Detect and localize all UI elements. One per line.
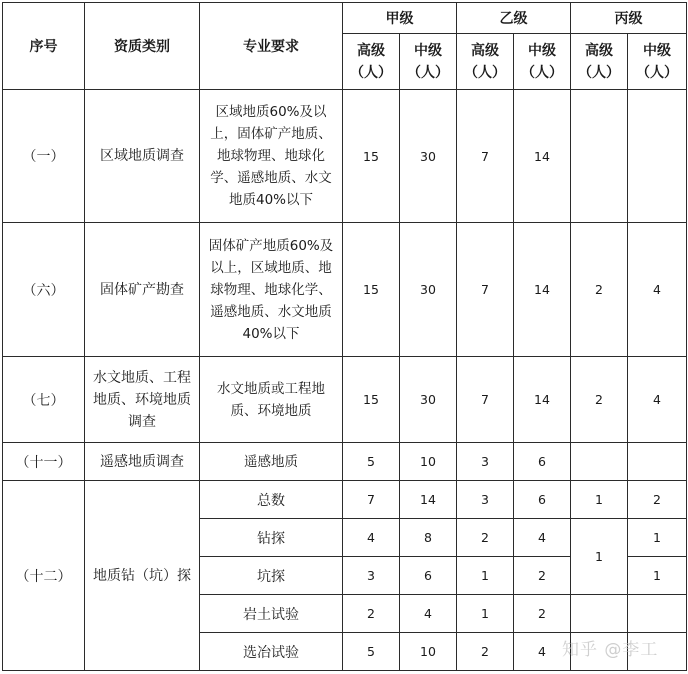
grade-a-senior: 15	[343, 223, 400, 357]
grade-a-intermediate: 30	[400, 223, 457, 357]
table-row	[3, 357, 687, 443]
row-requirement: 遥感地质	[200, 443, 343, 481]
header-grade-c: 丙级	[571, 3, 687, 34]
grade-a-intermediate: 10	[400, 633, 457, 671]
subheader-senior-text: 高级 （人）	[464, 42, 506, 81]
subheader-intermediate	[514, 34, 571, 90]
grade-c-intermediate	[628, 90, 687, 223]
table-row	[3, 90, 687, 223]
grade-c-intermediate: 1	[628, 519, 687, 557]
grade-b-senior: 7	[457, 223, 514, 357]
grade-c-intermediate: 2	[628, 481, 687, 519]
grade-b-senior: 1	[457, 595, 514, 633]
subheader-senior	[343, 34, 400, 90]
row-category: 固体矿产勘查	[85, 223, 200, 357]
row-seq: （十一）	[3, 443, 85, 481]
sub-requirement: 坑探	[200, 557, 343, 595]
sub-requirement: 选冶试验	[200, 633, 343, 671]
sub-requirement: 钻探	[200, 519, 343, 557]
grade-a-senior: 3	[343, 557, 400, 595]
grade-c-senior: 2	[571, 357, 628, 443]
subheader-intermediate	[628, 34, 687, 90]
row-requirement: 固体矿产地质60%及以上，区域地质、地球物理、地球化学、遥感地质、水文地质40%以下	[200, 223, 343, 357]
grade-b-intermediate: 4	[514, 633, 571, 671]
grade-b-intermediate: 4	[514, 519, 571, 557]
row-seq: （一）	[3, 90, 85, 223]
row-category: 水文地质、工程地质、环境地质调查	[85, 357, 200, 443]
grade-c-intermediate	[628, 595, 687, 633]
grade-b-senior: 2	[457, 633, 514, 671]
subheader-senior-text: 高级 （人）	[578, 42, 620, 81]
grade-a-senior: 15	[343, 357, 400, 443]
subheader-intermediate	[400, 34, 457, 90]
grade-a-senior: 7	[343, 481, 400, 519]
grade-b-senior: 3	[457, 443, 514, 481]
row-category: 遥感地质调查	[85, 443, 200, 481]
row-requirement: 区域地质60%及以上，固体矿产地质、地球物理、地球化学、遥感地质、水文地质40%以下	[200, 90, 343, 223]
row-seq: （七）	[3, 357, 85, 443]
row-seq: （十二）	[3, 481, 85, 671]
grade-b-senior: 7	[457, 357, 514, 443]
header-category: 资质类别	[85, 3, 200, 90]
grade-a-senior: 2	[343, 595, 400, 633]
grade-a-intermediate: 8	[400, 519, 457, 557]
grade-a-intermediate: 4	[400, 595, 457, 633]
header-grade-a: 甲级	[343, 3, 457, 34]
grade-b-senior: 7	[457, 90, 514, 223]
grade-c-intermediate	[628, 633, 687, 671]
grade-a-intermediate: 6	[400, 557, 457, 595]
grade-c-senior	[571, 443, 628, 481]
grade-c-intermediate: 1	[628, 557, 687, 595]
grade-c-senior-merged: 1	[571, 519, 628, 595]
grade-b-intermediate: 6	[514, 443, 571, 481]
grade-b-intermediate: 6	[514, 481, 571, 519]
grade-b-intermediate: 2	[514, 595, 571, 633]
grade-b-senior: 3	[457, 481, 514, 519]
grade-c-senior: 1	[571, 481, 628, 519]
grade-c-senior	[571, 595, 628, 633]
subheader-intermediate-text: 中级 （人）	[407, 42, 449, 81]
grade-a-intermediate: 10	[400, 443, 457, 481]
grade-b-intermediate: 2	[514, 557, 571, 595]
header-requirement: 专业要求	[200, 3, 343, 90]
grade-b-intermediate: 14	[514, 90, 571, 223]
subheader-intermediate-text: 中级 （人）	[521, 42, 563, 81]
grade-c-senior: 2	[571, 223, 628, 357]
grade-b-senior: 1	[457, 557, 514, 595]
grade-b-senior: 2	[457, 519, 514, 557]
grade-c-senior	[571, 90, 628, 223]
header-seq: 序号	[3, 3, 85, 90]
row-requirement: 水文地质或工程地质、环境地质	[200, 357, 343, 443]
sub-requirement: 岩土试验	[200, 595, 343, 633]
grade-a-senior: 5	[343, 633, 400, 671]
qualification-table	[2, 2, 687, 671]
table-row	[3, 481, 687, 519]
sub-requirement: 总数	[200, 481, 343, 519]
subheader-senior	[571, 34, 628, 90]
grade-a-intermediate: 30	[400, 90, 457, 223]
subheader-intermediate-text: 中级 （人）	[636, 42, 678, 81]
row-category: 区域地质调查	[85, 90, 200, 223]
row-seq: （六）	[3, 223, 85, 357]
grade-a-senior: 4	[343, 519, 400, 557]
grade-a-senior: 5	[343, 443, 400, 481]
grade-c-intermediate	[628, 443, 687, 481]
grade-a-senior: 15	[343, 90, 400, 223]
grade-a-intermediate: 14	[400, 481, 457, 519]
grade-b-intermediate: 14	[514, 357, 571, 443]
header-grade-b: 乙级	[457, 3, 571, 34]
grade-b-intermediate: 14	[514, 223, 571, 357]
subheader-senior-text: 高级 （人）	[350, 42, 392, 81]
row-category: 地质钻（坑）探	[85, 481, 200, 671]
subheader-senior	[457, 34, 514, 90]
watermark: 知乎 @李工	[562, 640, 659, 660]
table-row	[3, 223, 687, 357]
table-row	[3, 443, 687, 481]
grade-c-intermediate: 4	[628, 357, 687, 443]
grade-c-senior	[571, 633, 628, 671]
grade-a-intermediate: 30	[400, 357, 457, 443]
grade-c-intermediate: 4	[628, 223, 687, 357]
